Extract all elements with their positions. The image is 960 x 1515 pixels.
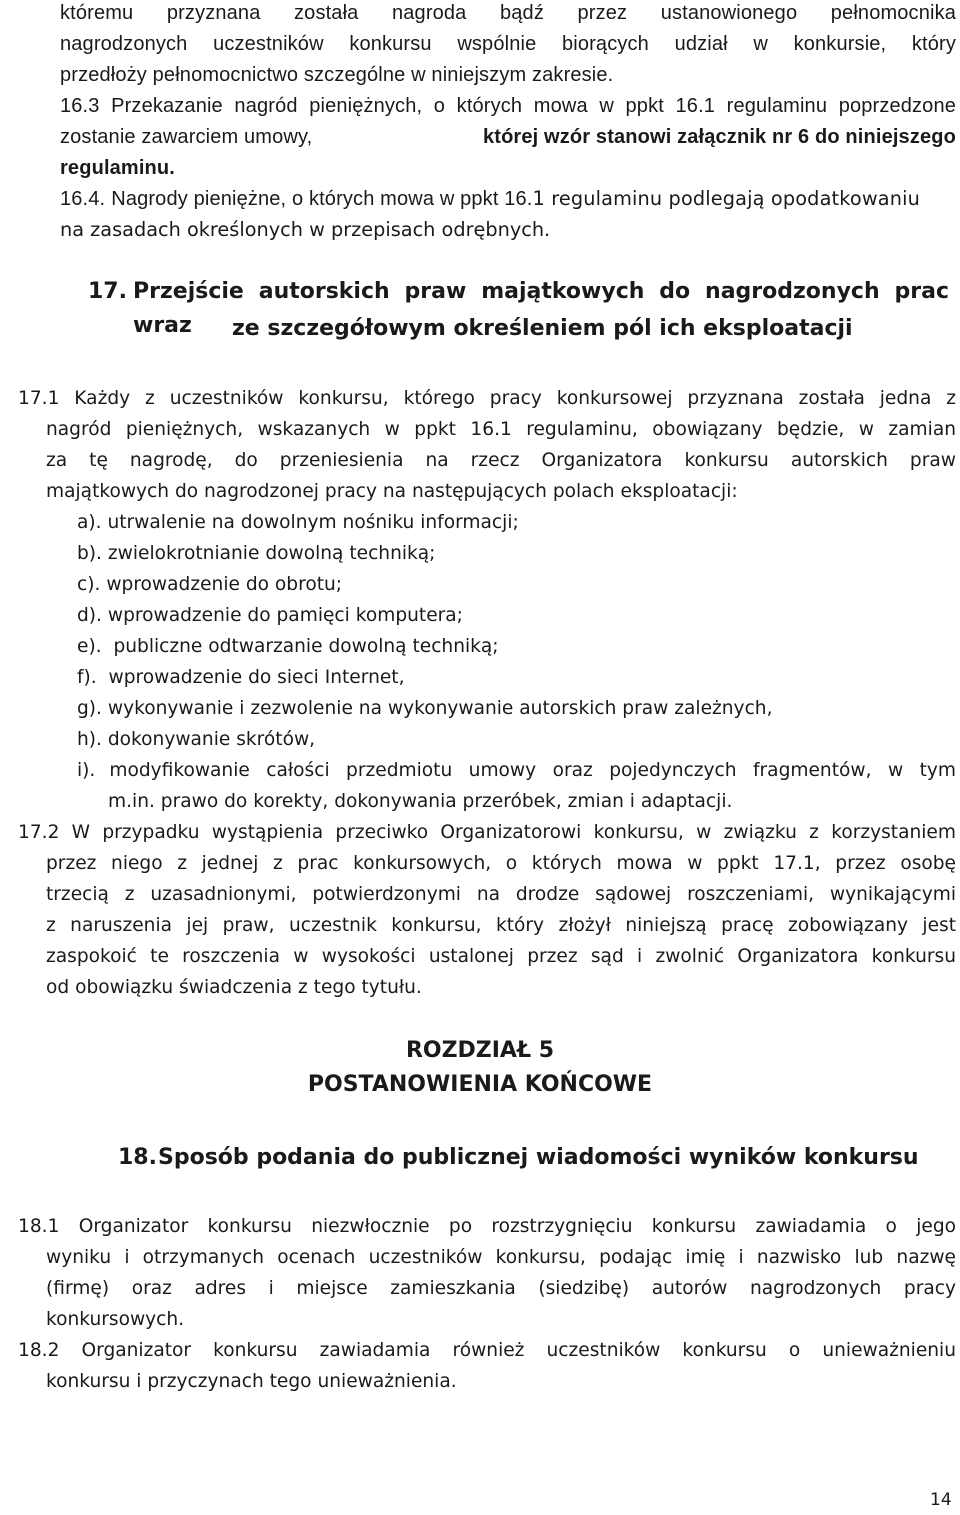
paragraph-16-3-line: 16.3 Przekazanie nagród pieniężnych, o których mowa w ppkt 16.1 regulaminu poprzedzone — [60, 95, 956, 117]
list-item-label: b). — [77, 543, 102, 564]
list-item-label: h). — [77, 729, 102, 750]
list-item-text: zwielokrotnianie dowolną techniką; — [107, 543, 436, 564]
list-item — [77, 632, 499, 662]
list-item-label: d). — [77, 605, 102, 626]
paragraph-16-3-line — [60, 122, 956, 152]
chapter-number: ROZDZIAŁ 5 — [405, 1038, 555, 1063]
list-item — [77, 508, 519, 538]
list-item-label: e). — [77, 636, 102, 657]
list-item-text: wykonywanie i zezwolenie na wykonywanie autorskich praw zależnych, — [107, 698, 773, 719]
paragraph-line: 17.1 Każdy z uczestników konkursu, którego pracy konkursowej przyznana została jedna z — [18, 388, 956, 409]
list-item-label: a). — [77, 512, 102, 533]
paragraph-line: za tę nagrodę, do przeniesienia na rzecz Organizatora konkursu autorskich praw — [46, 450, 956, 471]
list-item — [77, 694, 772, 724]
paragraph-line: z naruszenia jej praw, uczestnik konkursu, który złożył niniejszą pracę zobowiązany jest — [46, 915, 956, 936]
list-item-label: f). — [77, 667, 97, 688]
paragraph-16-3-text: zostanie zawarciem umowy, — [60, 126, 313, 148]
paragraph-16-2-line: nagrodzonych uczestników konkursu wspólnie biorących udział w konkursie, który — [60, 33, 956, 55]
list-item-continuation: m.in. prawo do korekty, dokonywania przeróbek, zmian i adaptacji. — [108, 791, 733, 812]
list-item-text: modyfikowanie całości przedmiotu umowy oraz pojedynczych fragmentów, w tym — [109, 760, 956, 781]
paragraph-line: nagród pieniężnych, wskazanych w ppkt 16.1 regulaminu, obowiązany będzie, w zamian — [46, 419, 956, 440]
section-number: 17. — [88, 279, 127, 304]
list-item-text: dokonywanie skrótów, — [107, 729, 316, 750]
paragraph-line: 17.2 W przypadku wystąpienia przeciwko Organizatorowi konkursu, w związku z korzystaniem — [18, 822, 956, 843]
paragraph-16-3-bold-text: której wzór stanowi załącznik nr 6 do niniejszego — [482, 126, 956, 148]
paragraph-line: konkursu i przyczynach tego unieważnienia. — [46, 1371, 457, 1392]
paragraph-16-4-text: Nagrody pieniężne, o których mowa w ppkt 16. — [111, 188, 533, 210]
list-item-text: wprowadzenie do obrotu; — [106, 574, 343, 595]
paragraph-16-2-line: przedłoży pełnomocnictwo szczególne w niniejszym zakresie. — [60, 64, 614, 86]
list-item-label: c). — [77, 574, 101, 595]
list-item — [77, 756, 956, 786]
list-item — [77, 539, 435, 569]
paragraph-number: 16.4. — [60, 188, 106, 210]
paragraph-line: od obowiązku świadczenia z tego tytułu. — [46, 977, 422, 998]
paragraph-line: (firmę) oraz adres i miejsce zamieszkania (siedzibę) autorów nagrodzonych pracy — [46, 1278, 956, 1299]
paragraph-line: przez niego z jednej z prac konkursowych, o których mowa w ppkt 17.1, przez osobę — [46, 853, 956, 874]
list-item — [77, 601, 463, 631]
paragraph-line: majątkowych do nagrodzonej pracy na następujących polach eksploatacji: — [46, 481, 738, 502]
paragraph-16-4-line — [60, 184, 956, 214]
paragraph-16-4-line: na zasadach określonych w przepisach odrębnych. — [60, 218, 551, 241]
paragraph-line: 18.2 Organizator konkursu zawiadamia również uczestników konkursu o unieważnieniu — [18, 1340, 956, 1361]
paragraph-line: zaspokoić te roszczenia w wysokości ustalonej przez sąd i zwolnić Organizatora konkursu — [46, 946, 956, 967]
paragraph-16-4-text: 1 regulaminu podlegają opodatkowaniu — [532, 187, 920, 210]
list-item-text: publiczne odtwarzanie dowolną techniką; — [113, 636, 499, 657]
section-heading: ze szczegółowym określeniem pól ich eksploatacji — [232, 316, 853, 341]
paragraph-16-3-bold-text: regulaminu. — [60, 157, 175, 179]
paragraph-line: 18.1 Organizator konkursu niezwłocznie po rozstrzygnięciu konkursu zawiadamia o jego — [18, 1216, 956, 1237]
list-item-label: g). — [77, 698, 102, 719]
paragraph-line: trzecią z uzasadnionymi, potwierdzonymi na drodze sądowej roszczeniami, wynikającymi — [46, 884, 956, 905]
list-item-text: wprowadzenie do pamięci komputera; — [107, 605, 463, 626]
list-item-label: i). — [77, 760, 96, 781]
list-item-text: wprowadzenie do sieci Internet, — [108, 667, 405, 688]
list-item-text: utrwalenie na dowolnym nośniku informacji; — [107, 512, 519, 533]
section-heading: Sposób podania do publicznej wiadomości wyników konkursu — [158, 1145, 919, 1170]
paragraph-line: wyniku i otrzymanych ocenach uczestników konkursu, podając imię i nazwisko lub nazwę — [46, 1247, 956, 1268]
paragraph-16-2-line: któremu przyznana została nagroda bądź przez ustanowionego pełnomocnika — [60, 2, 956, 24]
section-heading: Przejście autorskich praw majątkowych do nagrodzonych prac wraz — [133, 279, 949, 338]
page-number: 14 — [930, 1490, 952, 1510]
list-item — [77, 663, 405, 693]
list-item — [77, 725, 315, 755]
chapter-title: POSTANOWIENIA KOŃCOWE — [307, 1072, 653, 1097]
section-number: 18. — [118, 1145, 157, 1170]
list-item — [77, 570, 342, 600]
paragraph-line: konkursowych. — [46, 1309, 185, 1330]
